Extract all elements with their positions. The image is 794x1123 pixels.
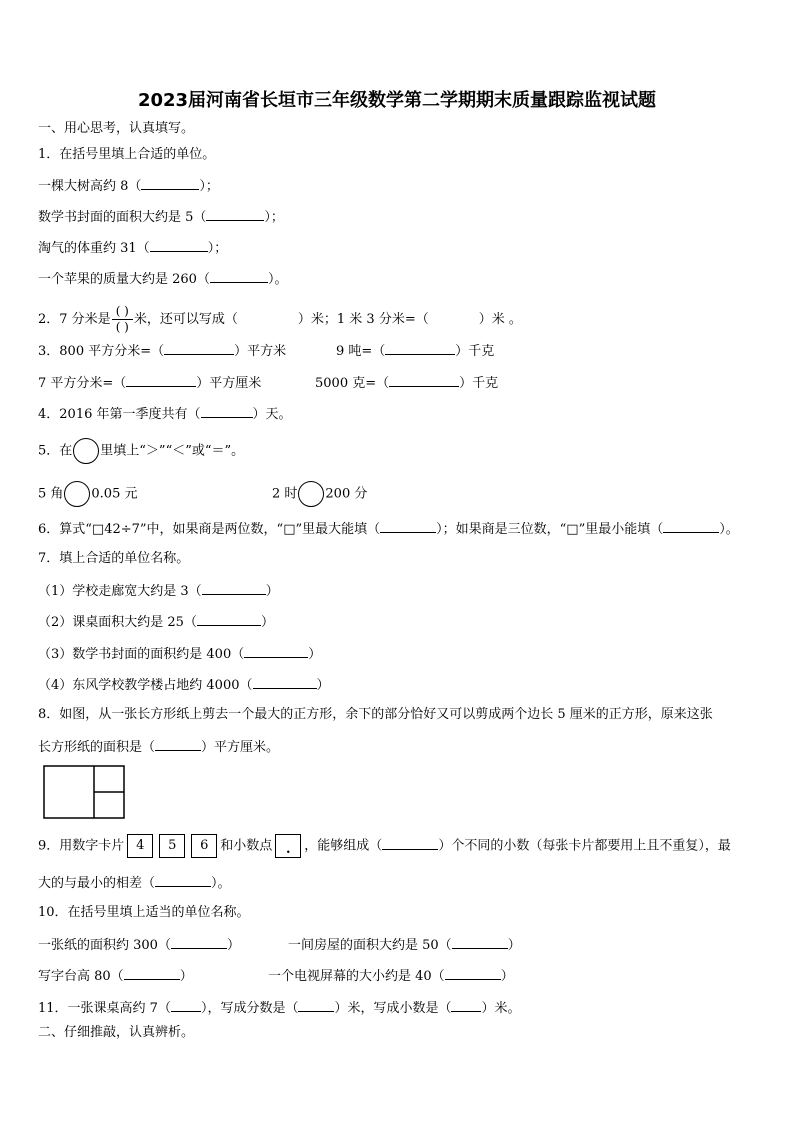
q1-d-end: ）。	[267, 272, 288, 287]
q8-line2-b: ）平方厘米。	[201, 740, 280, 755]
q4-end: ）天。	[252, 407, 292, 422]
q7-end: ）	[265, 584, 279, 599]
q3-row-1-right	[336, 341, 494, 361]
q9-line-1	[38, 834, 731, 858]
fraction	[112, 304, 133, 335]
answer-blank[interactable]	[382, 836, 438, 850]
q10-end: ）	[179, 969, 193, 984]
q9-after2: ）个不同的小数（每张卡片都要用上且不重复），最	[438, 838, 731, 854]
q6-a: 6．算式“□42÷7”中，如果商是两位数，“□”里最大能填（	[38, 522, 381, 537]
q7-item-1	[38, 581, 279, 601]
q4-text: 4．2016 年第一季度共有（	[38, 407, 201, 422]
q3-b-text: 9 吨=（	[336, 344, 386, 359]
answer-blank[interactable]	[171, 998, 201, 1012]
answer-blank[interactable]	[141, 176, 199, 190]
q7-d: （4）东风学校教学楼占地约 4000（	[38, 678, 253, 693]
answer-blank[interactable]	[155, 873, 211, 887]
q10-b: 一间房屋的面积大约是 50（	[288, 938, 452, 953]
digit-card: 4	[127, 834, 153, 858]
q9-line2-a: 大的与最小的相差（	[38, 876, 156, 891]
q1-b-end: ）；	[264, 210, 284, 225]
q8-line-2	[38, 737, 279, 757]
q1-a-text: 一棵大树高约 8（	[38, 179, 142, 194]
answer-blank[interactable]	[150, 238, 208, 252]
answer-blank[interactable]	[663, 519, 719, 533]
q3-row-1	[38, 341, 286, 361]
q5-b-right: 200 分	[325, 486, 368, 502]
q11-b: ），写成分数是（	[200, 1001, 299, 1016]
q3-d-end: ）千克	[459, 376, 499, 391]
section-2-heading: 二、仔细推敲，认真辨析。	[38, 1025, 195, 1040]
compare-circle[interactable]	[73, 438, 99, 464]
q10-d: 一个电视屏幕的大小约是 40（	[268, 969, 445, 984]
q1-item-d	[38, 269, 287, 289]
q1-a-end: ）；	[199, 179, 219, 194]
q7-c: （3）数学书封面的面积约是 400（	[38, 647, 245, 662]
q5-a-left: 5 角	[38, 486, 64, 502]
digit-card: 6	[191, 834, 217, 858]
q8-line-1: 8．如图，从一张长方形纸上剪去一个最大的正方形，余下的部分恰好又可以剪成两个边长 5 厘米的正方形，原来这张	[38, 707, 713, 722]
decimal-point-card: .	[275, 834, 301, 858]
answer-blank[interactable]	[155, 737, 201, 751]
q10-a: 一张纸的面积约 300（	[38, 938, 171, 953]
q9-line-2	[38, 873, 231, 893]
answer-blank[interactable]	[298, 998, 334, 1012]
fraction-numerator[interactable]: ( )	[112, 304, 133, 320]
rectangle-figure	[42, 764, 128, 820]
section-1-heading: 一、用心思考，认真填写。	[38, 121, 195, 136]
q3-row-2-right	[315, 373, 498, 393]
q10-item-a	[38, 935, 240, 955]
q3-b-end: ）千克	[455, 344, 495, 359]
answer-blank[interactable]	[452, 935, 508, 949]
answer-blank[interactable]	[244, 644, 308, 658]
q5-a-right: 0.05 元	[91, 486, 138, 502]
page-title: 2023届河南省长垣市三年级数学第二学期期末质量跟踪监视试题	[137, 90, 657, 111]
q10-item-c	[38, 966, 193, 986]
q7-b: （2）课桌面积大约是 25（	[38, 615, 197, 630]
answer-blank[interactable]	[385, 341, 455, 355]
q1-item-a	[38, 176, 219, 196]
q7-item-4	[38, 675, 330, 695]
q1-d-text: 一个苹果的质量大约是 260（	[38, 272, 210, 287]
q7-end: ）	[260, 615, 274, 630]
digit-card: 5	[159, 834, 185, 858]
q5-prefix: 5．在	[38, 443, 73, 459]
q6-b: ）；如果商是三位数，“□”里最小能填（	[436, 522, 664, 537]
answer-blank[interactable]	[126, 373, 196, 387]
q1-c-end: ）；	[207, 241, 228, 256]
q5-b-left: 2 时	[272, 486, 298, 502]
q10-end: ）	[226, 938, 240, 953]
answer-blank[interactable]	[197, 612, 261, 626]
q7-a: （1）学校走廊宽大约是 3（	[38, 584, 202, 599]
answer-blank[interactable]	[210, 269, 268, 283]
q10-end: ）	[507, 938, 521, 953]
answer-blank[interactable]	[124, 966, 180, 980]
q5-suffix: 里填上“＞”“＜”或“＝”。	[100, 443, 245, 459]
answer-blank[interactable]	[389, 373, 459, 387]
q7-end: ）	[308, 647, 322, 662]
answer-blank[interactable]	[451, 998, 481, 1012]
q2-suffix: ）米 。	[478, 312, 522, 327]
q2-line	[38, 304, 522, 335]
compare-circle[interactable]	[64, 481, 90, 507]
q3-c-end: ）平方厘米	[196, 376, 262, 391]
answer-blank[interactable]	[164, 341, 234, 355]
q3-c-text: 7 平方分米=（	[38, 376, 127, 391]
q1-stem: 1．在括号里填上合适的单位。	[38, 147, 216, 162]
q7-stem: 7．填上合适的单位名称。	[38, 551, 190, 566]
q3-a-end: ）平方米	[234, 344, 287, 359]
q10-end: ）	[500, 969, 514, 984]
q7-item-3	[38, 644, 321, 664]
q3-a-text: 3．800 平方分米=（	[38, 344, 165, 359]
compare-circle[interactable]	[298, 481, 324, 507]
q5-item-b	[272, 481, 367, 507]
q9-prefix: 9．用数字卡片	[38, 838, 125, 854]
answer-blank[interactable]	[253, 675, 317, 689]
q10-item-d	[268, 966, 514, 986]
q7-item-2	[38, 612, 274, 632]
q11-a: 11．一张课桌高约 7（	[38, 1001, 171, 1016]
q8-line2-a: 长方形纸的面积是（	[38, 740, 156, 755]
q6-c: ）。	[719, 522, 739, 537]
q11-line	[38, 998, 521, 1018]
q9-mid: 和小数点	[220, 838, 273, 854]
q1-c-text: 淘气的体重约 31（	[38, 241, 150, 256]
fraction-denominator[interactable]: ( )	[115, 320, 129, 334]
q2-middle: 米，还可以写成（	[133, 312, 238, 327]
q11-c: ）米，写成小数是（	[334, 1001, 452, 1016]
q6-line	[38, 519, 739, 539]
q3-d-text: 5000 克=（	[315, 376, 390, 391]
q1-item-b	[38, 207, 284, 227]
q4-line	[38, 404, 292, 424]
answer-blank[interactable]	[201, 404, 253, 418]
answer-blank[interactable]	[202, 581, 266, 595]
q5-stem	[38, 438, 244, 464]
q10-item-b	[288, 935, 521, 955]
answer-blank[interactable]	[380, 519, 436, 533]
q3-row-2	[38, 373, 261, 393]
q9-after: ，能够组成（	[304, 838, 383, 854]
q11-d: ）米。	[481, 1001, 521, 1016]
answer-blank[interactable]	[171, 935, 227, 949]
answer-blank[interactable]	[206, 207, 264, 221]
answer-blank[interactable]	[445, 966, 501, 980]
q9-line2-b: ）。	[211, 876, 231, 891]
q7-end: ）	[316, 678, 330, 693]
q1-item-c	[38, 238, 227, 258]
q1-b-text: 数学书封面的面积大约是 5（	[38, 210, 207, 225]
q10-c: 写字台高 80（	[38, 969, 124, 984]
q5-item-a	[38, 481, 137, 507]
q2-middle2: ）米；1 米 3 分米=（	[297, 312, 429, 327]
q10-stem: 10．在括号里填上适当的单位名称。	[38, 905, 250, 920]
q2-prefix: 2．7 分米是	[38, 312, 111, 327]
